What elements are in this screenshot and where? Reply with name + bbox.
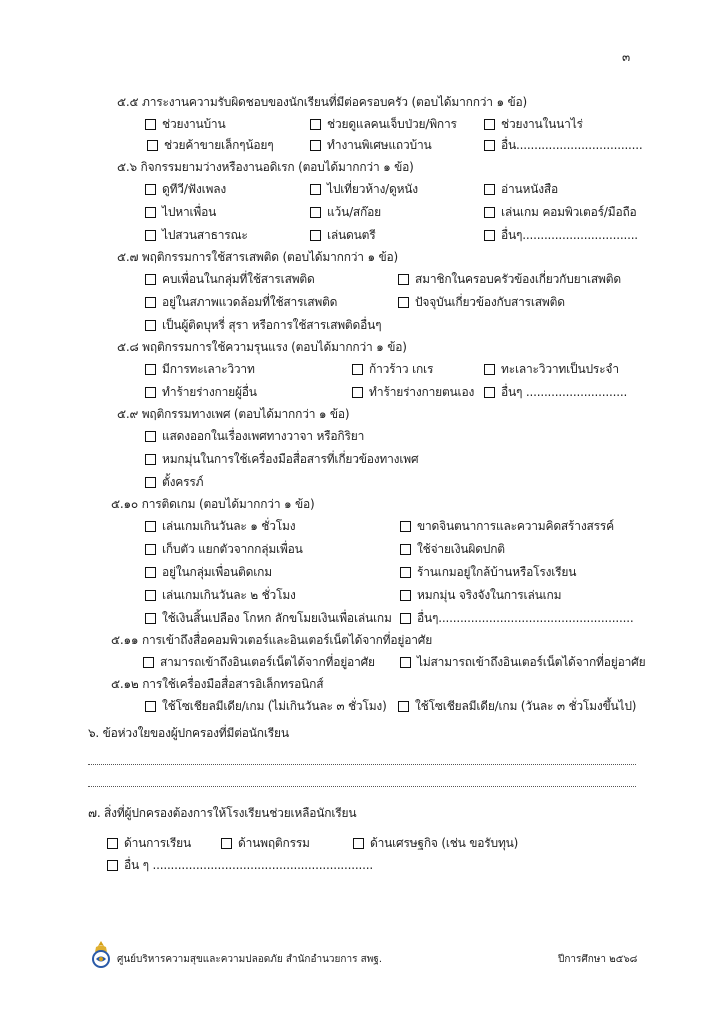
checkbox-box[interactable] bbox=[400, 544, 411, 555]
checkbox-5-10-9[interactable]: ใช้เงินสิ้นเปลือง โกหก ลักขโมยเงินเพื่อเล่นเกม bbox=[145, 609, 392, 628]
checkbox-5-10-10[interactable]: อื่นๆ...................................................... bbox=[400, 609, 633, 628]
checkbox-5-7-1[interactable]: คบเพื่อนในกลุ่มที่ใช้สารเสพติด bbox=[145, 270, 315, 289]
checkbox-box[interactable] bbox=[310, 230, 321, 241]
checkbox-box[interactable] bbox=[400, 567, 411, 578]
checkbox-box[interactable] bbox=[145, 184, 156, 195]
checkbox-box[interactable] bbox=[310, 184, 321, 195]
section-5-12-title: ๕.๑๒ การใช้เครื่องมือสื่อสารอิเล็กทรอนิกส์ bbox=[111, 677, 324, 691]
checkbox-box[interactable] bbox=[484, 207, 495, 218]
checkbox-5-11-2[interactable]: ไม่สามารถเข้าถึงอินเตอร์เน็ตได้จากที่อยู่อาศัย bbox=[400, 653, 645, 672]
checkbox-5-6-7[interactable]: ไปสวนสาธารณะ bbox=[145, 226, 248, 245]
checkbox-5-8-6[interactable]: อื่นๆ ............................ bbox=[484, 383, 627, 402]
footer-academic-year: ปีการศึกษา ๒๕๖๘ bbox=[558, 954, 638, 965]
checkbox-box[interactable] bbox=[484, 230, 495, 241]
checkbox-5-9-2[interactable]: หมกมุ่นในการใช้เครื่องมือสื่อสารที่เกี่ยวข้องทางเพศ bbox=[145, 450, 418, 469]
checkbox-box[interactable] bbox=[484, 140, 495, 151]
checkbox-5-6-1[interactable]: ดูทีวี/ฟังเพลง bbox=[145, 180, 226, 199]
checkbox-5-5-6[interactable]: อื่น................................... bbox=[484, 136, 643, 155]
checkbox-box[interactable] bbox=[145, 274, 156, 285]
checkbox-7-3[interactable]: ด้านเศรษฐกิจ (เช่น ขอรับทุน) bbox=[353, 834, 518, 853]
obec-logo-icon bbox=[90, 940, 112, 968]
checkbox-5-8-2[interactable]: ก้าวร้าว เกเร bbox=[352, 360, 433, 379]
section-7-title: ๗. สิ่งที่ผู้ปกครองต้องการให้โรงเรียนช่วยเหลือนักเรียน bbox=[88, 806, 357, 820]
checkbox-box[interactable] bbox=[143, 657, 154, 668]
checkbox-box[interactable] bbox=[398, 701, 409, 712]
checkbox-box[interactable] bbox=[310, 140, 321, 151]
section-5-8-title: ๕.๘ พฤติกรรมการใช้ความรุนแรง (ตอบได้มากกว่า ๑ ข้อ) bbox=[117, 340, 407, 354]
checkbox-box[interactable] bbox=[145, 544, 156, 555]
checkbox-5-10-5[interactable]: อยู่ในกลุ่มเพื่อนติดเกม bbox=[145, 563, 272, 582]
checkbox-box[interactable] bbox=[145, 454, 156, 465]
section-5-9-title: ๕.๙ พฤติกรรมทางเพศ (ตอบได้มากกว่า ๑ ข้อ) bbox=[117, 407, 350, 421]
checkbox-box[interactable] bbox=[484, 184, 495, 195]
checkbox-box[interactable] bbox=[145, 320, 156, 331]
checkbox-5-6-2[interactable]: ไปเที่ยวห้าง/ดูหนัง bbox=[310, 180, 418, 199]
checkbox-box[interactable] bbox=[353, 838, 364, 849]
checkbox-box[interactable] bbox=[484, 387, 495, 398]
checkbox-5-6-6[interactable]: เล่นเกม คอมพิวเตอร์/มือถือ bbox=[484, 203, 637, 222]
checkbox-box[interactable] bbox=[107, 838, 118, 849]
checkbox-5-10-1[interactable]: เล่นเกมเกินวันละ ๑ ชั่วโมง bbox=[145, 517, 295, 536]
checkbox-box[interactable] bbox=[147, 140, 158, 151]
checkbox-5-7-2[interactable]: สมาชิกในครอบครัวข้องเกี่ยวกับยาเสพติด bbox=[398, 270, 621, 289]
checkbox-5-8-3[interactable]: ทะเลาะวิวาทเป็นประจำ bbox=[484, 360, 619, 379]
checkbox-box[interactable] bbox=[400, 521, 411, 532]
checkbox-box[interactable] bbox=[145, 613, 156, 624]
checkbox-5-10-7[interactable]: เล่นเกมเกินวันละ ๒ ชั่วโมง bbox=[145, 586, 296, 605]
checkbox-5-5-2[interactable]: ช่วยดูแลคนเจ็บป่วย/พิการ bbox=[310, 115, 457, 134]
concern-answer-line-2[interactable] bbox=[88, 786, 636, 787]
checkbox-box[interactable] bbox=[145, 701, 156, 712]
checkbox-box[interactable] bbox=[310, 119, 321, 130]
section-6-title: ๖. ข้อห่วงใยของผู้ปกครองที่มีต่อนักเรียน bbox=[88, 726, 289, 740]
checkbox-box[interactable] bbox=[484, 119, 495, 130]
checkbox-7-2[interactable]: ด้านพฤติกรรม bbox=[221, 834, 310, 853]
section-5-7-title: ๕.๗ พฤติกรรมการใช้สารเสพติด (ตอบได้มากกว่า ๑ ข้อ) bbox=[117, 250, 398, 264]
checkbox-box[interactable] bbox=[145, 297, 156, 308]
checkbox-5-12-2[interactable]: ใช้โซเชียลมีเดีย/เกม (วันละ ๓ ชั่วโมงขึ้นไป) bbox=[398, 697, 636, 716]
checkbox-7-1[interactable]: ด้านการเรียน bbox=[107, 834, 191, 853]
section-5-5-title: ๕.๕ ภาระงานความรับผิดชอบของนักเรียนที่มีต่อครอบครัว (ตอบได้มากกว่า ๑ ข้อ) bbox=[117, 95, 527, 109]
checkbox-7-4[interactable]: อื่น ๆ ............................................................. bbox=[107, 856, 373, 875]
checkbox-box[interactable] bbox=[398, 274, 409, 285]
checkbox-5-9-3[interactable]: ตั้งครรภ์ bbox=[145, 473, 203, 492]
checkbox-box[interactable] bbox=[145, 119, 156, 130]
checkbox-5-5-5[interactable]: ทำงานพิเศษแถวบ้าน bbox=[310, 136, 432, 155]
checkbox-5-5-4[interactable]: ช่วยค้าขายเล็กๆน้อยๆ bbox=[147, 136, 274, 155]
checkbox-5-10-2[interactable]: ขาดจินตนาการและความคิดสร้างสรรค์ bbox=[400, 517, 614, 536]
checkbox-5-8-4[interactable]: ทำร้ายร่างกายผู้อื่น bbox=[145, 383, 257, 402]
checkbox-box[interactable] bbox=[310, 207, 321, 218]
checkbox-box[interactable] bbox=[400, 590, 411, 601]
checkbox-box[interactable] bbox=[400, 613, 411, 624]
checkbox-box[interactable] bbox=[400, 657, 411, 668]
checkbox-box[interactable] bbox=[484, 364, 495, 375]
checkbox-5-10-4[interactable]: ใช้จ่ายเงินผิดปกติ bbox=[400, 540, 505, 559]
checkbox-box[interactable] bbox=[145, 477, 156, 488]
checkbox-5-6-5[interactable]: แว้น/สก๊อย bbox=[310, 203, 381, 222]
checkbox-5-5-3[interactable]: ช่วยงานในนาไร่ bbox=[484, 115, 583, 134]
checkbox-box[interactable] bbox=[145, 230, 156, 241]
checkbox-5-6-3[interactable]: อ่านหนังสือ bbox=[484, 180, 558, 199]
checkbox-box[interactable] bbox=[221, 838, 232, 849]
checkbox-box[interactable] bbox=[145, 590, 156, 601]
checkbox-box[interactable] bbox=[352, 387, 363, 398]
checkbox-5-8-1[interactable]: มีการทะเลาะวิวาท bbox=[145, 360, 255, 379]
page-number: ๓ bbox=[622, 50, 631, 64]
checkbox-5-11-1[interactable]: สามารถเข้าถึงอินเตอร์เน็ตได้จากที่อยู่อาศัย bbox=[143, 653, 375, 672]
checkbox-box[interactable] bbox=[145, 364, 156, 375]
concern-answer-line-1[interactable] bbox=[88, 764, 636, 765]
checkbox-box[interactable] bbox=[145, 431, 156, 442]
checkbox-5-8-5[interactable]: ทำร้ายร่างกายตนเอง bbox=[352, 383, 474, 402]
section-5-10-title: ๕.๑๐ การติดเกม (ตอบได้มากกว่า ๑ ข้อ) bbox=[111, 497, 315, 511]
checkbox-box[interactable] bbox=[352, 364, 363, 375]
section-5-11-title: ๕.๑๑ การเข้าถึงสื่อคอมพิวเตอร์และอินเตอร์เน็ตได้จากที่อยู่อาศัย bbox=[111, 633, 433, 647]
checkbox-box[interactable] bbox=[145, 387, 156, 398]
checkbox-5-6-4[interactable]: ไปหาเพื่อน bbox=[145, 203, 216, 222]
checkbox-5-7-4[interactable]: ปัจจุบันเกี่ยวข้องกับสารเสพติด bbox=[398, 293, 565, 312]
checkbox-5-6-8[interactable]: เล่นดนตรี bbox=[310, 226, 376, 245]
checkbox-5-7-5[interactable]: เป็นผู้ติดบุหรี่ สุรา หรือการใช้สารเสพติดอื่นๆ bbox=[145, 316, 381, 335]
checkbox-box[interactable] bbox=[145, 207, 156, 218]
checkbox-box[interactable] bbox=[145, 567, 156, 578]
checkbox-5-12-1[interactable]: ใช้โซเชียลมีเดีย/เกม (ไม่เกินวันละ ๓ ชั่วโมง) bbox=[145, 697, 387, 716]
checkbox-5-5-1[interactable]: ช่วยงานบ้าน bbox=[145, 115, 225, 134]
checkbox-box[interactable] bbox=[145, 521, 156, 532]
checkbox-box[interactable] bbox=[398, 297, 409, 308]
checkbox-5-10-3[interactable]: เก็บตัว แยกตัวจากกลุ่มเพื่อน bbox=[145, 540, 303, 559]
checkbox-5-10-6[interactable]: ร้านเกมอยู่ใกล้บ้านหรือโรงเรียน bbox=[400, 563, 576, 582]
checkbox-5-10-8[interactable]: หมกมุ่น จริงจังในการเล่นเกม bbox=[400, 586, 561, 605]
checkbox-5-9-1[interactable]: แสดงออกในเรื่องเพศทางวาจา หรือกิริยา bbox=[145, 427, 364, 446]
checkbox-box[interactable] bbox=[107, 860, 118, 871]
footer-organization: ศูนย์บริหารความสุขและความปลอดภัย สำนักอำนวยการ สพฐ. bbox=[117, 954, 383, 965]
section-5-6-title: ๕.๖ กิจกรรมยามว่างหรืองานอดิเรก (ตอบได้มากกว่า ๑ ข้อ) bbox=[117, 160, 414, 174]
checkbox-5-6-9[interactable]: อื่นๆ................................ bbox=[484, 226, 638, 245]
checkbox-5-7-3[interactable]: อยู่ในสภาพแวดล้อมที่ใช้สารเสพติด bbox=[145, 293, 337, 312]
